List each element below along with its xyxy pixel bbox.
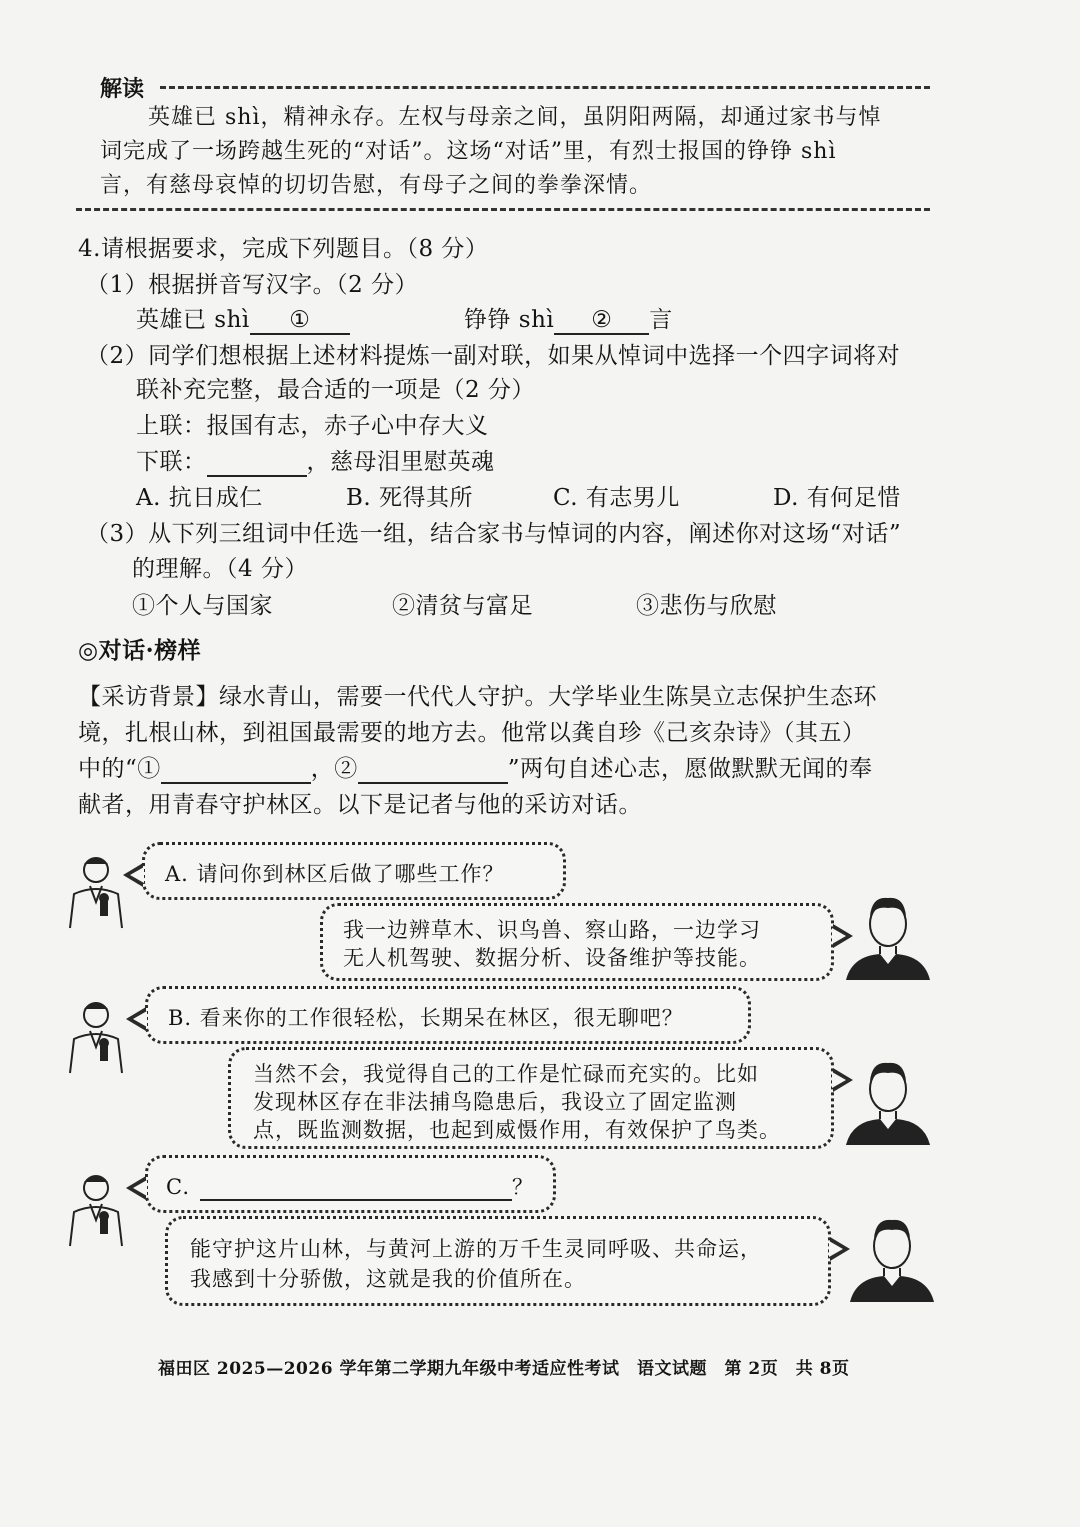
couplet-blank[interactable] (207, 449, 307, 477)
couplet-lower-prefix: 下联： (136, 449, 207, 475)
q4-sub3-stem-2: 的理解。（4 分） (132, 556, 308, 582)
page-footer: 福田区 2025—2026 学年第二学期九年级中考适应性考试 语文试题 第 2页 共 8页 (158, 1359, 850, 1379)
poem-blank-1[interactable] (161, 756, 311, 784)
blank-2-mark: ② (591, 307, 613, 333)
q4-sub1-items (136, 301, 350, 335)
interpretation-line-3: 言，有慈母哀悼的切切告慰，有母子之间的拳拳深情。 (100, 173, 653, 198)
bubble-answer-b (228, 1047, 834, 1149)
item2-suffix: 言 (649, 307, 673, 333)
q4-sub2-stem-1: （2）同学们想根据上述材料提炼一副对联，如果从悼词中选择一个四字词将对 (86, 343, 901, 369)
question-c-suffix: ？ (512, 1175, 534, 1199)
item1-prefix: 英雄已 shì (136, 307, 250, 333)
option-b[interactable]: B. 死得其所 (346, 485, 474, 511)
q4-title: 4.请根据要求，完成下列题目。（8 分） (78, 236, 489, 262)
section-title: ◎对话·榜样 (78, 637, 202, 664)
bottom-dashed-divider (76, 208, 930, 211)
background-line-3 (78, 750, 873, 784)
option-a[interactable]: A. 抗日成仁 (136, 485, 263, 511)
interpretation-heading: 解读 (100, 76, 145, 102)
answer-a-line-2: 无人机驾驶、数据分析、设备维护等技能。 (343, 946, 761, 970)
reporter-icon-2 (60, 995, 132, 1075)
answer-b-line-3: 点，既监测数据，也起到威慑作用，有效保护了鸟类。 (253, 1118, 781, 1142)
couplet-lower (136, 443, 495, 477)
question-a-text: A. 请问你到林区后做了哪些工作？ (165, 862, 505, 886)
blank-2[interactable] (554, 307, 649, 335)
top-dashed-divider (160, 86, 930, 89)
reporter-icon-3 (60, 1168, 132, 1248)
couplet-upper: 上联：报国有志，赤子心中存大义 (136, 413, 489, 439)
blank-1-mark: ① (289, 307, 311, 333)
blank-1[interactable] (250, 307, 350, 335)
answer-a-line-1: 我一边辨草木、识鸟兽、察山路，一边学习 (343, 918, 761, 942)
poem-blank-2[interactable] (358, 756, 508, 784)
interpretation-line-2: 词完成了一场跨越生死的“对话”。这场“对话”里，有烈士报国的铮铮 shì (100, 139, 837, 164)
couplet-lower-suffix: ，慈母泪里慰英魂 (306, 449, 495, 475)
q4-sub1-item2 (464, 301, 673, 335)
choice-2[interactable]: ②清贫与富足 (392, 593, 533, 619)
interviewee-icon-3 (846, 1212, 938, 1304)
q4-sub2-stem-2: 联补充完整，最合适的一项是（2 分） (136, 377, 535, 403)
question-c-line (166, 1171, 534, 1201)
bg3-a: 中的“① (78, 756, 161, 782)
bubble-question-a (142, 842, 566, 900)
q4-sub3-stem-1: （3）从下列三组词中任选一组，结合家书与悼词的内容，阐述你对这场“对话” (86, 521, 902, 547)
answer-c-line-2: 我感到十分骄傲，这就是我的价值所在。 (190, 1267, 586, 1291)
choice-3[interactable]: ③悲伤与欣慰 (636, 593, 777, 619)
reporter-icon-1 (60, 850, 132, 930)
bubble-answer-c (165, 1216, 831, 1306)
q4-sub1-stem: （1）根据拼音写汉字。（2 分） (86, 272, 419, 298)
item2-prefix: 铮铮 shì (464, 307, 555, 333)
background-line-1: 【采访背景】绿水青山，需要一代代人守护。大学毕业生陈昊立志保护生态环 (78, 684, 877, 710)
question-c-prefix: C. (166, 1175, 190, 1199)
option-d[interactable]: D. 有何足惜 (773, 485, 901, 511)
interviewee-icon-1 (842, 890, 934, 982)
question-c-blank[interactable] (200, 1175, 512, 1201)
question-b-text: B. 看来你的工作很轻松，长期呆在林区，很无聊吧？ (168, 1006, 684, 1030)
bubble-answer-a (320, 903, 834, 981)
bubble-question-c (145, 1155, 556, 1213)
option-c[interactable]: C. 有志男儿 (553, 485, 680, 511)
bg3-c: ”两句自述心志，愿做默默无闻的奉 (507, 756, 873, 782)
background-line-2: 境，扎根山林，到祖国最需要的地方去。他常以龚自珍《己亥杂诗》（其五） (78, 720, 866, 746)
answer-c-line-1: 能守护这片山林，与黄河上游的万千生灵同呼吸、共命运， (190, 1237, 762, 1261)
bubble-question-b (145, 986, 751, 1044)
interpretation-line-1: 英雄已 shì，精神永存。左权与母亲之间，虽阴阳两隔，却通过家书与悼 (148, 105, 882, 130)
answer-b-line-1: 当然不会，我觉得自己的工作是忙碌而充实的。比如 (253, 1062, 759, 1086)
bg3-b: ，② (310, 756, 358, 782)
answer-b-line-2: 发现林区存在非法捕鸟隐患后，我设立了固定监测 (253, 1090, 737, 1114)
choice-1[interactable]: ①个人与国家 (132, 593, 273, 619)
background-line-4: 献者，用青春守护林区。以下是记者与他的采访对话。 (78, 792, 642, 818)
interviewee-icon-2 (842, 1055, 934, 1147)
